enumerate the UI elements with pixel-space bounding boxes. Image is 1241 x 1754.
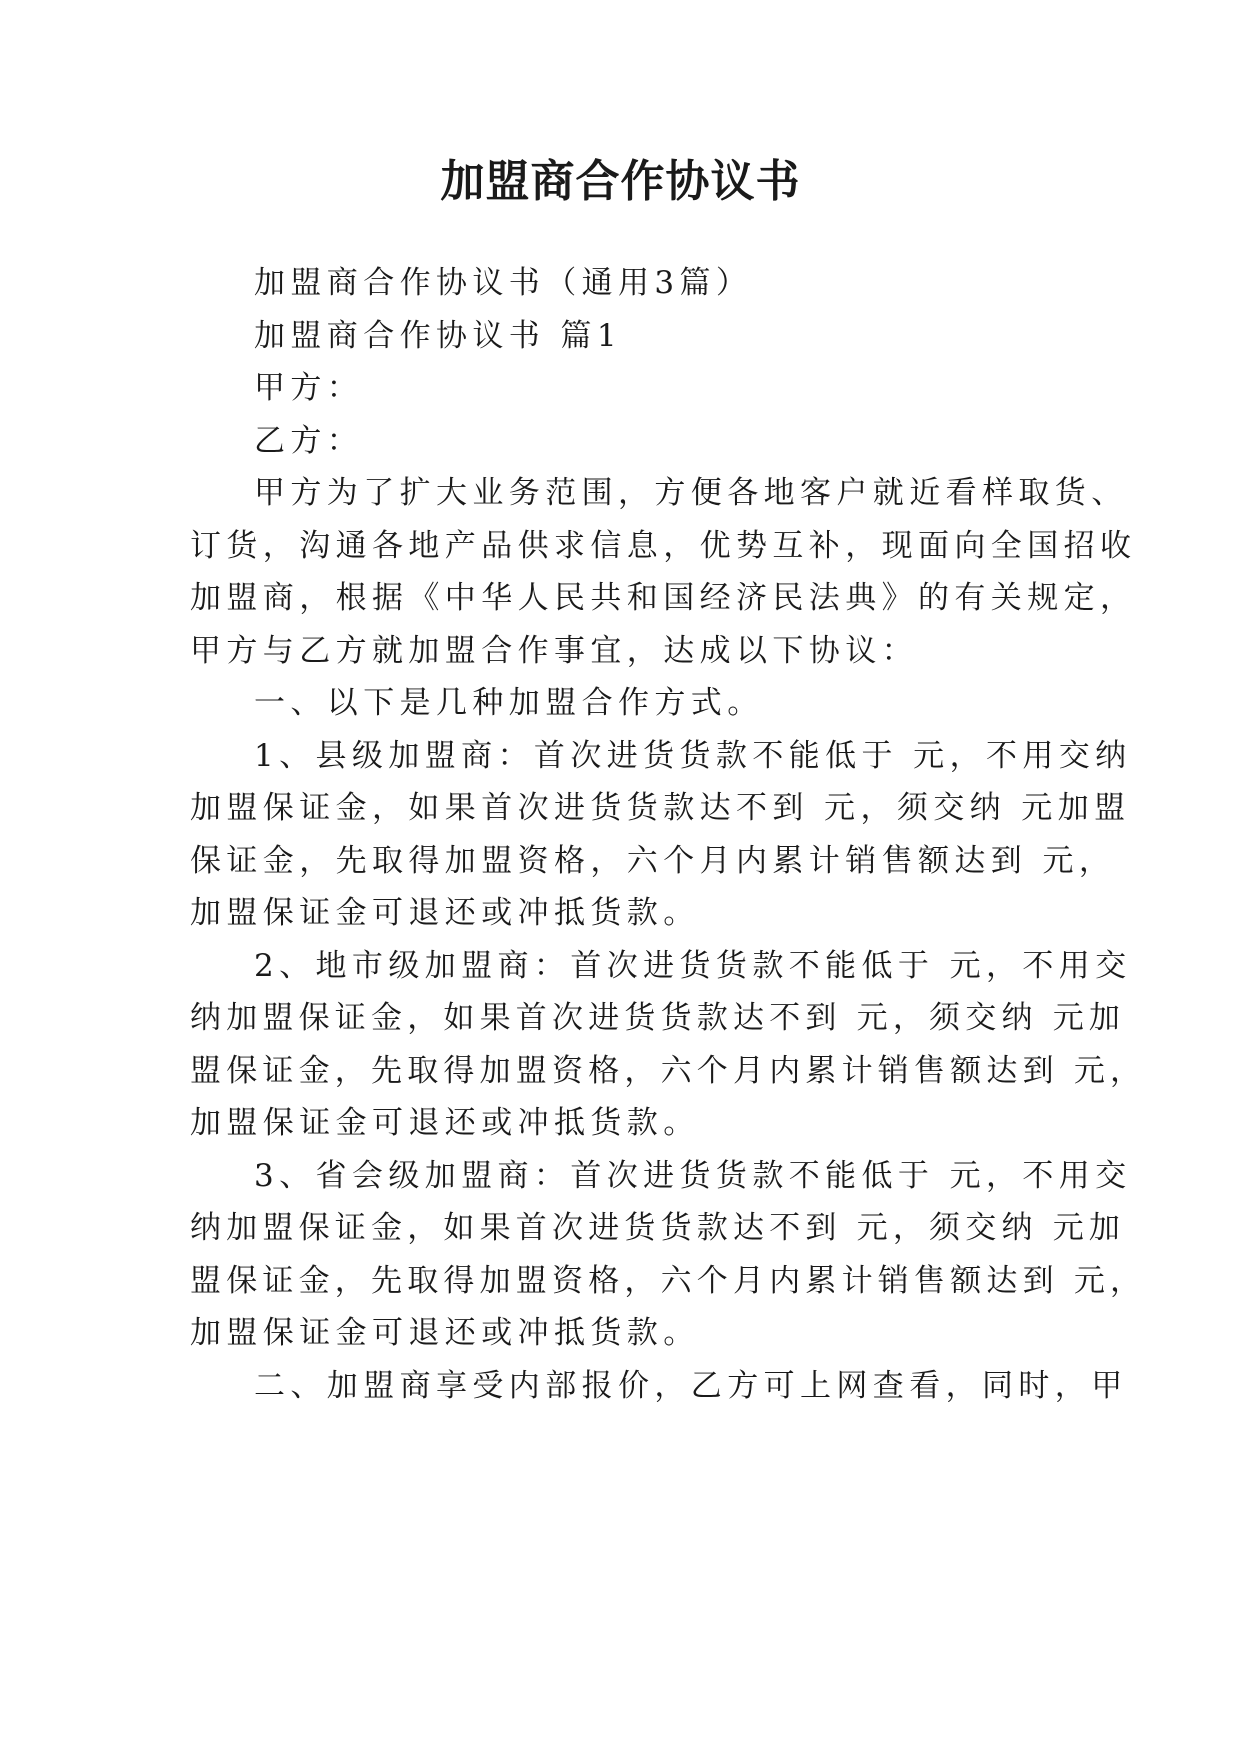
paragraph-line: 加盟保证金可退还或冲抵货款。 xyxy=(190,895,700,931)
paragraph-line: 甲方为了扩大业务范围，方便各地客户就近看样取货、 xyxy=(254,475,1128,511)
section-heading: 加盟商合作协议书 篇1 xyxy=(254,318,622,354)
paragraph-line: 加盟保证金，如果首次进货货款达不到 元，须交纳 元加盟 xyxy=(190,790,1131,826)
document-title: 加盟商合作协议书 xyxy=(440,156,801,207)
paragraph-line: 纳加盟保证金，如果首次进货货款达不到 元，须交纳 元加 xyxy=(190,1210,1126,1246)
paragraph-line: 保证金，先取得加盟资格，六个月内累计销售额达到 元， xyxy=(190,843,1116,879)
paragraph-line: 一、以下是几种加盟合作方式。 xyxy=(254,685,764,721)
document-subtitle: 加盟商合作协议书（通用3篇） xyxy=(254,265,753,301)
paragraph-line: 加盟保证金可退还或冲抵货款。 xyxy=(190,1315,700,1351)
paragraph-line: 3、省会级加盟商：首次进货货款不能低于 元，不用交 xyxy=(254,1158,1132,1194)
paragraph-line: 二、加盟商享受内部报价，乙方可上网查看，同时，甲 xyxy=(254,1368,1128,1404)
party-a-label: 甲方： xyxy=(254,370,364,406)
paragraph-line: 盟保证金，先取得加盟资格，六个月内累计销售额达到 元， xyxy=(190,1263,1147,1299)
paragraph-line: 2、地市级加盟商：首次进货货款不能低于 元，不用交 xyxy=(254,948,1132,984)
party-b-label: 乙方： xyxy=(254,423,364,459)
paragraph-line: 甲方与乙方就加盟合作事宜，达成以下协议： xyxy=(190,633,918,669)
paragraph-line: 加盟商，根据《中华人民共和国经济民法典》的有关规定， xyxy=(190,580,1137,616)
paragraph-line: 订货，沟通各地产品供求信息，优势互补，现面向全国招收 xyxy=(190,528,1137,564)
paragraph-line: 纳加盟保证金，如果首次进货货款达不到 元，须交纳 元加 xyxy=(190,1000,1126,1036)
paragraph-line: 1、县级加盟商：首次进货货款不能低于 元，不用交纳 xyxy=(254,738,1132,774)
paragraph-line: 加盟保证金可退还或冲抵货款。 xyxy=(190,1105,700,1141)
paragraph-line: 盟保证金，先取得加盟资格，六个月内累计销售额达到 元， xyxy=(190,1053,1147,1089)
